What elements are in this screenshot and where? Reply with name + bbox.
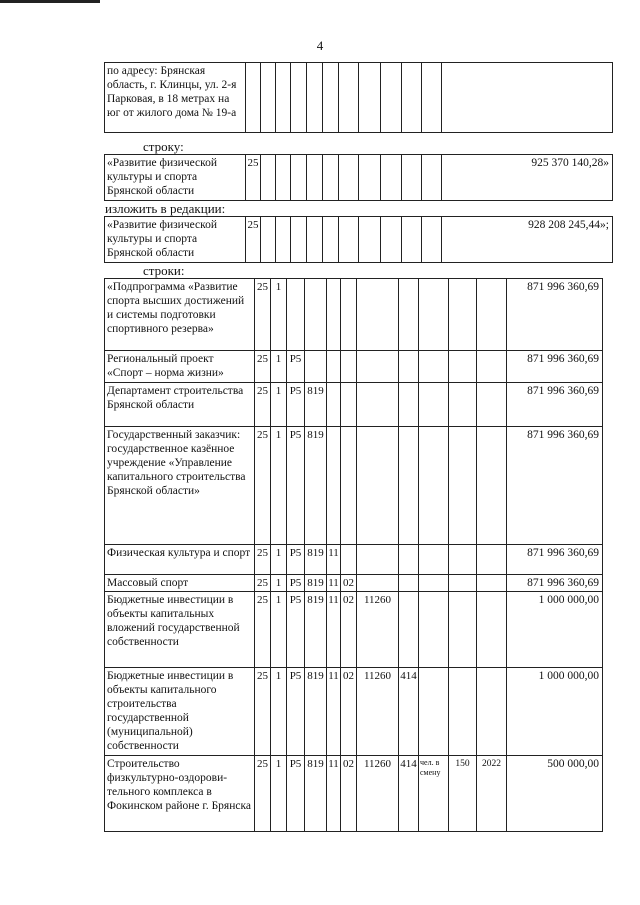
row-c2: 1 — [271, 575, 287, 592]
row-c6 — [341, 383, 357, 427]
new-row-code: 25 — [246, 217, 261, 263]
row-sum: 871 996 360,69 — [507, 383, 603, 427]
row-c4: 819 — [305, 575, 327, 592]
old-row-table — [104, 154, 613, 201]
old-row-code: 25 — [246, 155, 261, 201]
row-c6 — [341, 545, 357, 575]
row-c3: P5 — [287, 545, 305, 575]
row-c3: P5 — [287, 668, 305, 756]
row-c1: 25 — [255, 383, 271, 427]
row-c9 — [419, 575, 449, 592]
row-c9 — [419, 351, 449, 383]
old-row-sum: 925 370 140,28» — [442, 155, 613, 201]
row-c11 — [477, 383, 507, 427]
row-c2: 1 — [271, 545, 287, 575]
budget-rows — [105, 279, 603, 832]
row-c1: 25 — [255, 668, 271, 756]
row-c3: P5 — [287, 592, 305, 668]
row-c5 — [327, 279, 341, 351]
row-c4: 819 — [305, 668, 327, 756]
row-c2: 1 — [271, 592, 287, 668]
row-c4: 819 — [305, 592, 327, 668]
row-c9 — [419, 383, 449, 427]
table-row — [105, 427, 603, 545]
row-name: Массовый спорт — [105, 575, 255, 592]
row-c1: 25 — [255, 756, 271, 832]
row-c10 — [449, 592, 477, 668]
row-name: Департамент строительства Брянской области — [105, 383, 255, 427]
top-rule — [0, 0, 100, 3]
row-c10 — [449, 668, 477, 756]
row-c6 — [341, 351, 357, 383]
row-name: Строительство физкультурно-оздорови-тельного комплекса в Фокинском районе г. Брянска — [105, 756, 255, 832]
row-sum: 1 000 000,00 — [507, 668, 603, 756]
row-c8 — [399, 279, 419, 351]
table-row — [105, 592, 603, 668]
table-row — [105, 383, 603, 427]
row-c8 — [399, 383, 419, 427]
row-c10 — [449, 575, 477, 592]
row-name: «Подпрограмма «Развитие спорта высших достижений и системы подготовки спортивного резерва» — [105, 279, 255, 351]
new-row-table — [104, 216, 613, 263]
row-c10 — [449, 427, 477, 545]
row-c5: 11 — [327, 668, 341, 756]
row-c4: 819 — [305, 545, 327, 575]
row-sum: 871 996 360,69 — [507, 427, 603, 545]
table-row — [105, 279, 603, 351]
row-c7: 11260 — [357, 592, 399, 668]
row-c11: 2022 — [477, 756, 507, 832]
row-c4: 819 — [305, 756, 327, 832]
row-c8: 414 — [399, 756, 419, 832]
row-c4 — [305, 279, 327, 351]
row-c5: 11 — [327, 575, 341, 592]
row-c11 — [477, 575, 507, 592]
row-name: Региональный проект «Спорт – норма жизни» — [105, 351, 255, 383]
table-row — [105, 575, 603, 592]
row-c3: P5 — [287, 575, 305, 592]
row-c8 — [399, 351, 419, 383]
row-c8: 414 — [399, 668, 419, 756]
row-c4 — [305, 351, 327, 383]
row-c2: 1 — [271, 756, 287, 832]
row-c10 — [449, 351, 477, 383]
row-c3: P5 — [287, 383, 305, 427]
row-sum: 500 000,00 — [507, 756, 603, 832]
row-c8 — [399, 545, 419, 575]
row-c5 — [327, 351, 341, 383]
row-sum: 871 996 360,69 — [507, 545, 603, 575]
row-c10 — [449, 545, 477, 575]
row-c11 — [477, 279, 507, 351]
row-c2: 1 — [271, 279, 287, 351]
new-row — [105, 217, 613, 263]
row-sum: 871 996 360,69 — [507, 279, 603, 351]
row-name: Бюджетные инвестиции в объекты капитального строительства государственной (муниципальной) собственности — [105, 668, 255, 756]
table-row — [105, 756, 603, 832]
address-row — [105, 63, 613, 133]
row-name: Бюджетные инвестиции в объекты капитальных вложений государственной собственности — [105, 592, 255, 668]
row-c7: 11260 — [357, 756, 399, 832]
row-c1: 25 — [255, 575, 271, 592]
row-c7: 11260 — [357, 668, 399, 756]
row-c7 — [357, 545, 399, 575]
row-c5: 11 — [327, 545, 341, 575]
old-row-name: «Развитие физической культуры и спорта Брянской области — [105, 155, 246, 201]
table-row — [105, 351, 603, 383]
row-c1: 25 — [255, 279, 271, 351]
row-c6: 02 — [341, 756, 357, 832]
row-c6: 02 — [341, 668, 357, 756]
row-c9 — [419, 427, 449, 545]
row-c10: 150 — [449, 756, 477, 832]
row-c11 — [477, 668, 507, 756]
row-c1: 25 — [255, 427, 271, 545]
row-c7 — [357, 351, 399, 383]
row-c3: P5 — [287, 351, 305, 383]
label-stroki: строки: — [143, 263, 185, 278]
row-c9 — [419, 545, 449, 575]
row-c6: 02 — [341, 592, 357, 668]
page-number: 4 — [316, 38, 324, 53]
row-c2: 1 — [271, 383, 287, 427]
row-c6: 02 — [341, 575, 357, 592]
row-c4: 819 — [305, 383, 327, 427]
row-c11 — [477, 592, 507, 668]
row-c7 — [357, 427, 399, 545]
row-c1: 25 — [255, 592, 271, 668]
row-name: Государственный заказчик: государственное казённое учреждение «Управление капитального строительства Брянской области» — [105, 427, 255, 545]
row-c6 — [341, 279, 357, 351]
row-c5 — [327, 383, 341, 427]
address-table — [104, 62, 613, 133]
row-c5: 11 — [327, 592, 341, 668]
row-c6 — [341, 427, 357, 545]
budget-table — [104, 278, 603, 832]
row-sum: 871 996 360,69 — [507, 351, 603, 383]
row-c7 — [357, 383, 399, 427]
row-c5: 11 — [327, 756, 341, 832]
row-c11 — [477, 545, 507, 575]
new-row-sum: 928 208 245,44»; — [442, 217, 613, 263]
row-name: Физическая культура и спорт — [105, 545, 255, 575]
row-c9 — [419, 592, 449, 668]
row-c3: P5 — [287, 756, 305, 832]
row-c1: 25 — [255, 545, 271, 575]
row-c9: чел. в смену — [419, 756, 449, 832]
row-sum: 1 000 000,00 — [507, 592, 603, 668]
address-text: по адресу: Брянская область, г. Клинцы, ул. 2-я Парковая, в 18 метрах на юг от жилого дома № 19-а — [105, 63, 246, 133]
table-row — [105, 668, 603, 756]
row-c3 — [287, 279, 305, 351]
row-sum: 871 996 360,69 — [507, 575, 603, 592]
row-c9 — [419, 668, 449, 756]
row-c2: 1 — [271, 351, 287, 383]
row-c8 — [399, 592, 419, 668]
row-c3: P5 — [287, 427, 305, 545]
row-c8 — [399, 575, 419, 592]
table-row — [105, 545, 603, 575]
row-c11 — [477, 351, 507, 383]
label-stroku: строку: — [143, 139, 184, 154]
row-c2: 1 — [271, 427, 287, 545]
row-c5 — [327, 427, 341, 545]
label-izlozhit: изложить в редакции: — [105, 201, 226, 216]
row-c10 — [449, 279, 477, 351]
row-c8 — [399, 427, 419, 545]
new-row-name: «Развитие физической культуры и спорта Брянской области — [105, 217, 246, 263]
row-c9 — [419, 279, 449, 351]
row-c1: 25 — [255, 351, 271, 383]
row-c2: 1 — [271, 668, 287, 756]
row-c7 — [357, 575, 399, 592]
row-c7 — [357, 279, 399, 351]
old-row — [105, 155, 613, 201]
row-c10 — [449, 383, 477, 427]
row-c4: 819 — [305, 427, 327, 545]
row-c11 — [477, 427, 507, 545]
